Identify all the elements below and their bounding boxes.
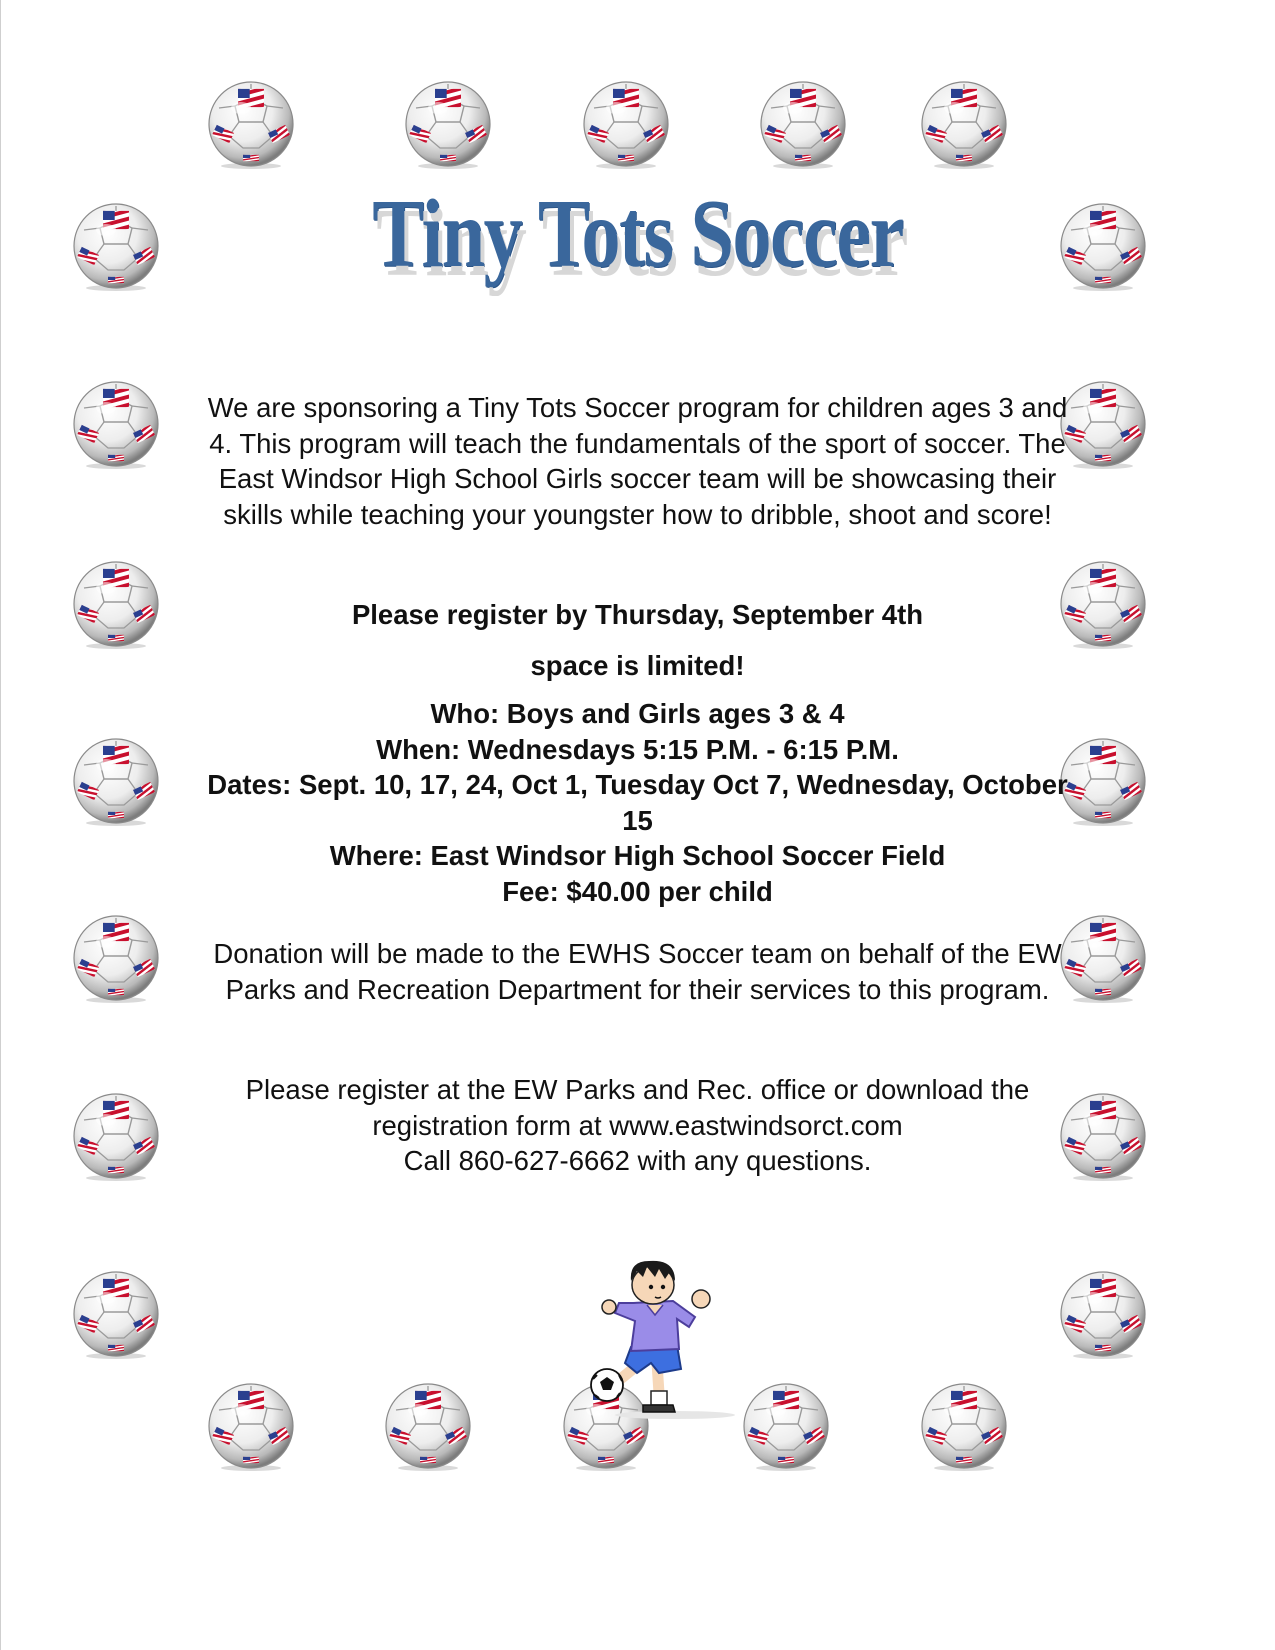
flag-soccer-ball-icon: [70, 378, 162, 470]
dates-line: Dates: Sept. 10, 17, 24, Oct 1, Tuesday Oct 7, Wednesday, October 15: [207, 769, 1068, 836]
flag-soccer-ball-icon: [70, 912, 162, 1004]
deadline-section: [205, 597, 1070, 633]
limited-section: [205, 648, 1070, 684]
flag-soccer-ball-icon: [382, 1380, 474, 1472]
flag-soccer-ball-icon: [70, 1268, 162, 1360]
fee-line: Fee: $40.00 per child: [502, 875, 773, 907]
flag-soccer-ball-icon: [70, 1090, 162, 1182]
flag-soccer-ball-icon: [1057, 1268, 1149, 1360]
registration-section: [205, 1072, 1070, 1179]
flag-soccer-ball-icon: [580, 78, 672, 170]
flyer-title: Tiny Tots Soccer: [372, 180, 903, 288]
flag-soccer-ball-icon: [70, 558, 162, 650]
flag-soccer-ball-icon: [402, 78, 494, 170]
intro-section: [205, 390, 1070, 532]
intro-paragraph: We are sponsoring a Tiny Tots Soccer program for children ages 3 and 4. This program will teach the fundamentals of the sport of soccer. The East Windsor High School Girls soccer team will be showcasing their skills while teaching your youngster how to dribble, shoot and score!: [207, 392, 1068, 530]
flag-soccer-ball-icon: [70, 735, 162, 827]
flag-soccer-ball-icon: [918, 1380, 1010, 1472]
flag-soccer-ball-icon: [1057, 558, 1149, 650]
register-by-text: Please register by Thursday, September 4th: [351, 599, 924, 630]
boy-kicking-ball-illustration: [585, 1255, 755, 1425]
flag-soccer-ball-icon: [205, 1380, 297, 1472]
donation-section: [205, 936, 1070, 1007]
flag-soccer-ball-icon: [1057, 735, 1149, 827]
where-line: Where: East Windsor High School Soccer Field: [329, 840, 946, 871]
phone-line: Call 860-627-6662 with any questions.: [403, 1145, 872, 1176]
registration-paragraph: Please register at the EW Parks and Rec. office or download the registration form at www.eastwindsorct.com: [245, 1074, 1030, 1141]
when-line: When: Wednesdays 5:15 P.M. - 6:15 P.M.: [376, 733, 899, 765]
donation-paragraph: Donation will be made to the EWHS Soccer team on behalf of the EW Parks and Recreation Department for their services to this program.: [213, 938, 1062, 1005]
flag-soccer-ball-icon: [1057, 378, 1149, 470]
flag-soccer-ball-icon: [205, 78, 297, 170]
space-limited-text: space is limited!: [530, 650, 745, 681]
page-edge-rule: [0, 0, 1, 1650]
flag-soccer-ball-icon: [1057, 912, 1149, 1004]
details-section: [205, 696, 1070, 909]
flag-soccer-ball-icon: [918, 78, 1010, 170]
flag-soccer-ball-icon: [1057, 1090, 1149, 1182]
flag-soccer-ball-icon: [757, 78, 849, 170]
who-line: Who: Boys and Girls ages 3 & 4: [430, 698, 845, 729]
